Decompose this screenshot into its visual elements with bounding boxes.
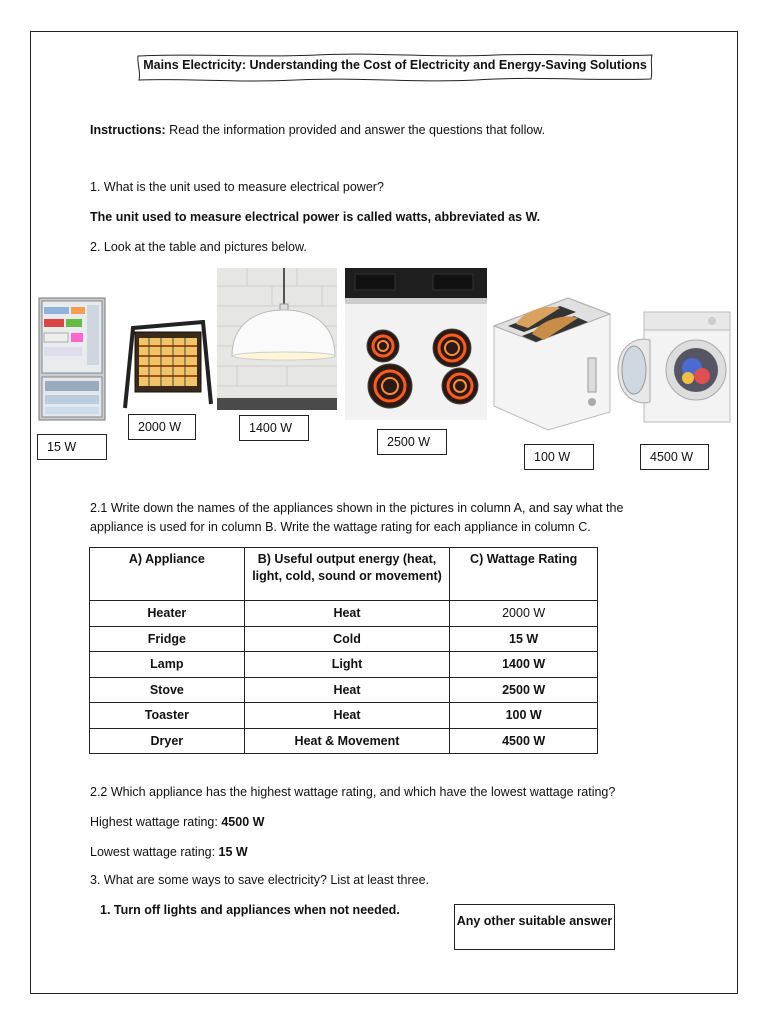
wattage-label-lamp: 1400 W bbox=[239, 415, 309, 441]
table-row bbox=[90, 626, 598, 652]
cell-appliance: Stove bbox=[90, 677, 245, 703]
heater-picture bbox=[121, 320, 215, 410]
lowest-value: 15 W bbox=[215, 845, 248, 859]
cell-output: Cold bbox=[244, 626, 450, 652]
cell-output: Light bbox=[244, 652, 450, 678]
table-row bbox=[90, 728, 598, 754]
header-appliance: A) Appliance bbox=[90, 548, 245, 601]
table-row bbox=[90, 703, 598, 729]
highest-label: Highest wattage rating: bbox=[90, 815, 218, 829]
cell-appliance: Fridge bbox=[90, 626, 245, 652]
lowest-wattage bbox=[90, 845, 248, 859]
cell-wattage: 2000 W bbox=[450, 601, 598, 627]
table-row bbox=[90, 601, 598, 627]
table-row bbox=[90, 677, 598, 703]
cell-appliance: Dryer bbox=[90, 728, 245, 754]
highest-value: 4500 W bbox=[217, 815, 265, 829]
cell-wattage: 100 W bbox=[450, 703, 598, 729]
page-title: Mains Electricity: Understanding the Cost of Electricity and Energy-Saving Solutions bbox=[143, 58, 647, 72]
other-answer-box: Any other suitable answer bbox=[454, 904, 615, 950]
appliance-table bbox=[89, 547, 598, 754]
wattage-label-stove: 2500 W bbox=[377, 429, 447, 455]
wattage-label-toaster: 100 W bbox=[524, 444, 594, 470]
cell-wattage: 1400 W bbox=[450, 652, 598, 678]
header-wattage: C) Wattage Rating bbox=[450, 548, 598, 601]
table-header-row bbox=[90, 548, 598, 601]
stove-picture bbox=[345, 268, 487, 420]
title-box bbox=[136, 52, 654, 82]
answer-3-1: 1. Turn off lights and appliances when not needed. bbox=[100, 903, 400, 917]
lamp-picture bbox=[217, 268, 337, 410]
question-3: 3. What are some ways to save electricity? List at least three. bbox=[90, 873, 430, 887]
fridge-picture bbox=[37, 295, 107, 423]
instructions-label: Instructions: bbox=[90, 123, 166, 137]
question-2-2: 2.2 Which appliance has the highest wattage rating, and which have the lowest wattage rating? bbox=[90, 785, 616, 799]
instructions bbox=[90, 123, 545, 137]
lowest-label: Lowest wattage rating: bbox=[90, 845, 216, 859]
cell-output: Heat & Movement bbox=[244, 728, 450, 754]
wattage-label-washing-machine: 4500 W bbox=[640, 444, 709, 470]
cell-output: Heat bbox=[244, 601, 450, 627]
answer-1: The unit used to measure electrical power is called watts, abbreviated as W. bbox=[90, 210, 541, 224]
question-2: 2. Look at the table and pictures below. bbox=[90, 240, 307, 254]
highest-wattage bbox=[90, 815, 264, 829]
cell-appliance: Heater bbox=[90, 601, 245, 627]
instructions-text: Read the information provided and answer the questions that follow. bbox=[165, 123, 546, 137]
cell-wattage: 15 W bbox=[450, 626, 598, 652]
cell-wattage: 4500 W bbox=[450, 728, 598, 754]
cell-appliance: Toaster bbox=[90, 703, 245, 729]
question-1: 1. What is the unit used to measure electrical power? bbox=[90, 180, 384, 194]
question-2-1-line2: appliance is used for in column B. Write the wattage rating for each appliance in column C. bbox=[90, 520, 591, 534]
toaster-picture bbox=[488, 292, 616, 432]
cell-output: Heat bbox=[244, 677, 450, 703]
cell-appliance: Lamp bbox=[90, 652, 245, 678]
table-row bbox=[90, 652, 598, 678]
header-useful-output: B) Useful output energy (heat, light, cold, sound or movement) bbox=[244, 548, 450, 601]
cell-wattage: 2500 W bbox=[450, 677, 598, 703]
wattage-label-fridge: 15 W bbox=[37, 434, 107, 460]
question-2-1-line1: 2.1 Write down the names of the appliances shown in the pictures in column A, and say what the bbox=[90, 501, 624, 515]
cell-output: Heat bbox=[244, 703, 450, 729]
washing-machine-picture bbox=[616, 310, 732, 424]
wattage-label-heater: 2000 W bbox=[128, 414, 196, 440]
